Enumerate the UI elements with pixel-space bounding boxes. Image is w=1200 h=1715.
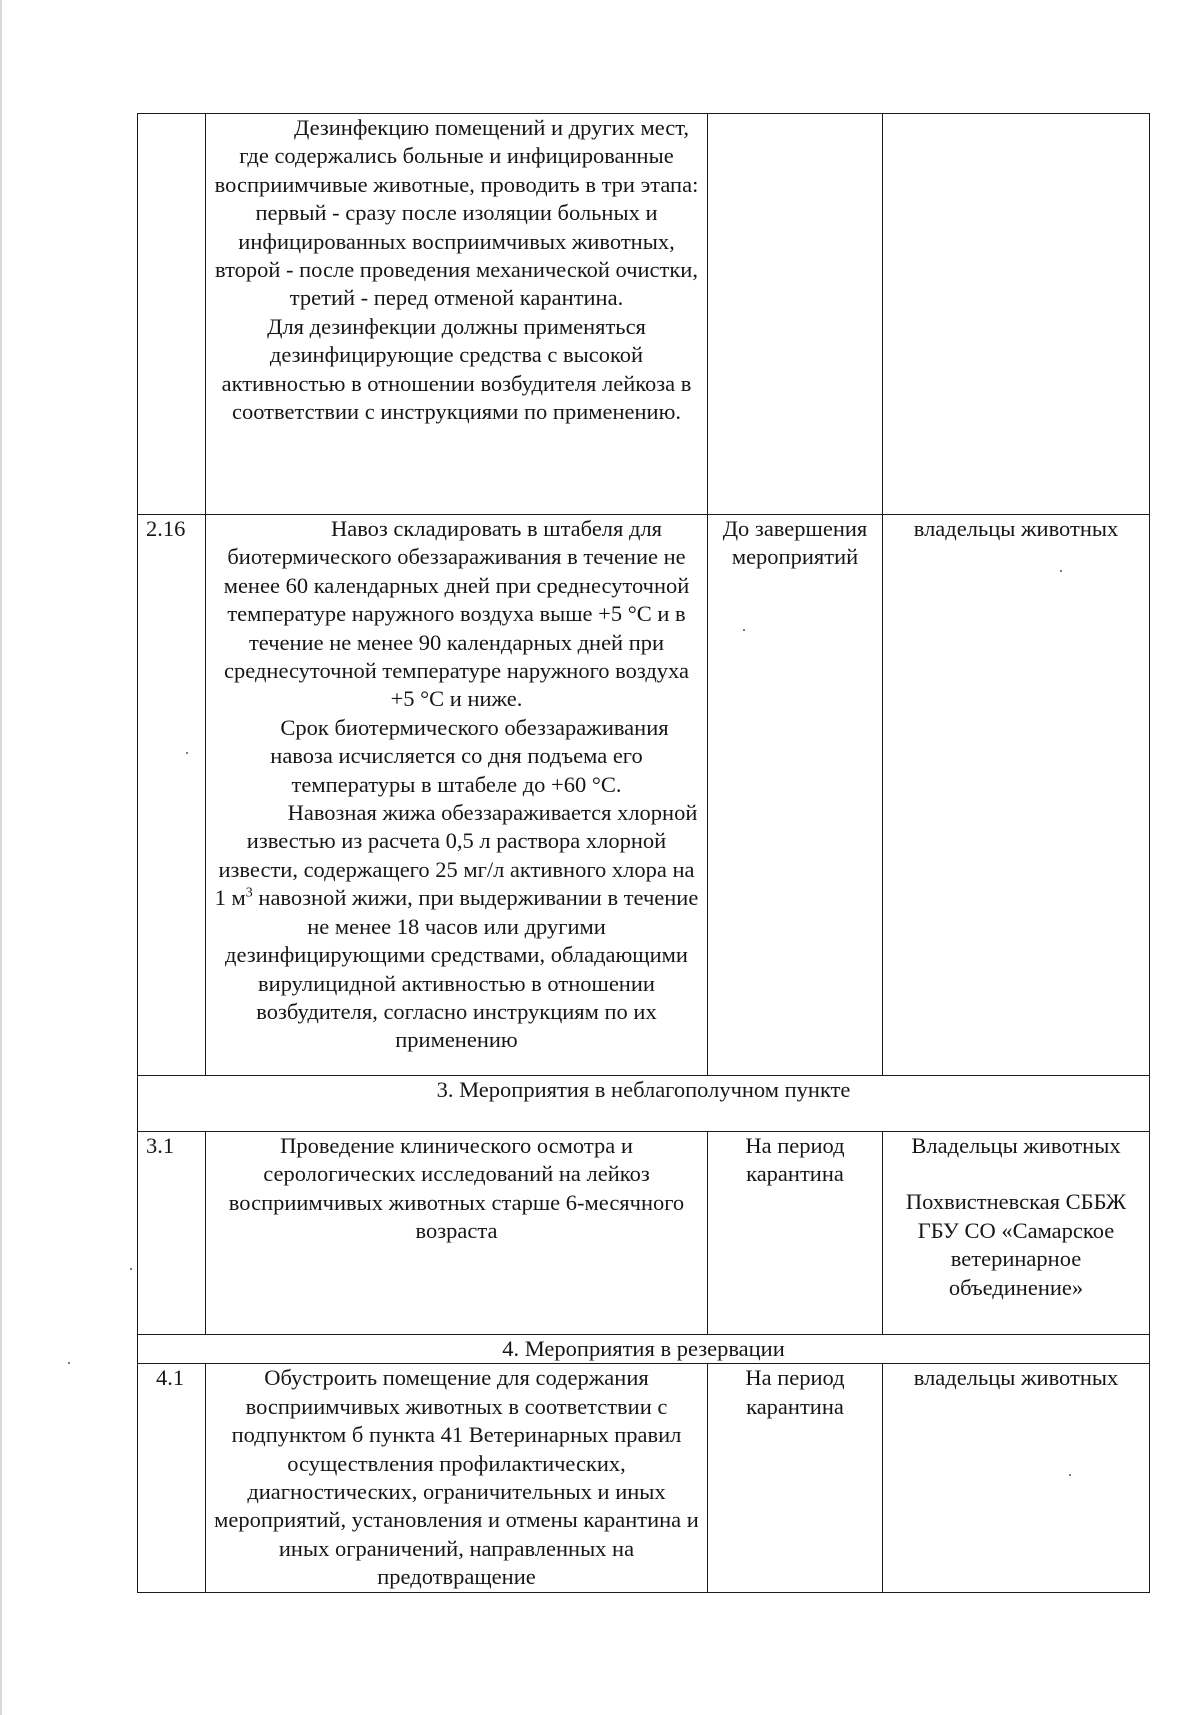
measure-paragraph: Обустроить помещение для содержания восприимчивых животных в соответствии с подпунктом б пункта 41 Ветеринарных правил осуществления профилактических, диагностических, ограничительных и иных мероприятий, установления и отмены карантина и иных ограничений, направленных на предотвращение bbox=[214, 1365, 699, 1590]
table-row bbox=[138, 114, 1150, 515]
measure-paragraph: Навоз складировать в штабеля для биотермического обеззараживания в течение не менее 60 календарных дней при среднесуточной температуре наружного воздуха выше +5 °С и в течение не менее 90 календарных дней при среднесуточной температуре наружного воздуха +5 °С и ниже. bbox=[223, 516, 690, 712]
table-row bbox=[138, 515, 1150, 1076]
measure-paragraph: Дезинфекцию помещений и других мест, где содержались больные и инфицированные восприимчивые животные, проводить в три этапа: первый - сразу после изоляции больных и инфицированных восприимчивых животных, второй - после проведения механической очистки, третий - перед отменой карантина. bbox=[214, 115, 699, 311]
table-row bbox=[138, 1132, 1150, 1335]
row-number: 3.1 bbox=[138, 1132, 206, 1335]
measure-responsible bbox=[883, 1132, 1150, 1335]
measure-text: Навозная жижа обеззараживается хлорной известью из расчета 0,5 л раствора хлорной извести, содержащего 25 мг/л активного хлора на 1 м bbox=[214, 800, 698, 911]
section-row bbox=[138, 1335, 1150, 1364]
measure-responsible: владельцы животных bbox=[883, 515, 1150, 1076]
measure-term bbox=[708, 114, 883, 515]
table-row bbox=[138, 1364, 1150, 1592]
measure-paragraph bbox=[212, 799, 701, 1055]
scan-speck bbox=[68, 1362, 70, 1364]
superscript: 3 bbox=[245, 885, 253, 901]
measure-paragraph: Для дезинфекции должны применяться дезинфицирующие средства с высокой активностью в отношении возбудителя лейкоза в соответствии с инструкциями по применению. bbox=[221, 313, 692, 425]
measure-paragraph: Срок биотермического обеззараживания навоза исчисляется со дня подъема его температуры в штабеле до +60 °С. bbox=[270, 714, 669, 797]
measures-table bbox=[137, 113, 1150, 1593]
measure-description bbox=[206, 114, 708, 515]
section-heading: 3. Мероприятия в неблагополучном пункте bbox=[138, 1076, 1150, 1132]
measure-term: На период карантина bbox=[708, 1132, 883, 1335]
measure-term: На период карантина bbox=[708, 1364, 883, 1592]
responsible-vet-service: Похвистневская СББЖ ГБУ СО «Самарское ветеринарное объединение» bbox=[905, 1189, 1127, 1300]
measure-text: навозной жижи, при выдерживании в течение не менее 18 часов или другими дезинфицирующими средствами, обладающими вирулицидной активностью в отношении возбудителя, согласно инструкциям по их применению bbox=[225, 885, 699, 1053]
measure-responsible bbox=[883, 114, 1150, 515]
section-heading: 4. Мероприятия в резервации bbox=[138, 1335, 1150, 1364]
measure-paragraph: Проведение клинического осмотра и серологических исследований на лейкоз восприимчивых животных старше 6-месячного возраста bbox=[228, 1133, 685, 1244]
section-row bbox=[138, 1076, 1150, 1132]
row-number: 2.16 bbox=[138, 515, 206, 1076]
scan-edge-line bbox=[0, 0, 2, 1715]
measure-responsible: владельцы животных bbox=[883, 1364, 1150, 1592]
measure-term: До завершения мероприятий bbox=[708, 515, 883, 1076]
responsible-owners: Владельцы животных bbox=[911, 1133, 1121, 1158]
row-number: 4.1 bbox=[138, 1364, 206, 1592]
measure-description bbox=[206, 1132, 708, 1335]
row-number bbox=[138, 114, 206, 515]
measure-description bbox=[206, 515, 708, 1076]
scan-speck bbox=[130, 1268, 132, 1270]
measure-description bbox=[206, 1364, 708, 1592]
